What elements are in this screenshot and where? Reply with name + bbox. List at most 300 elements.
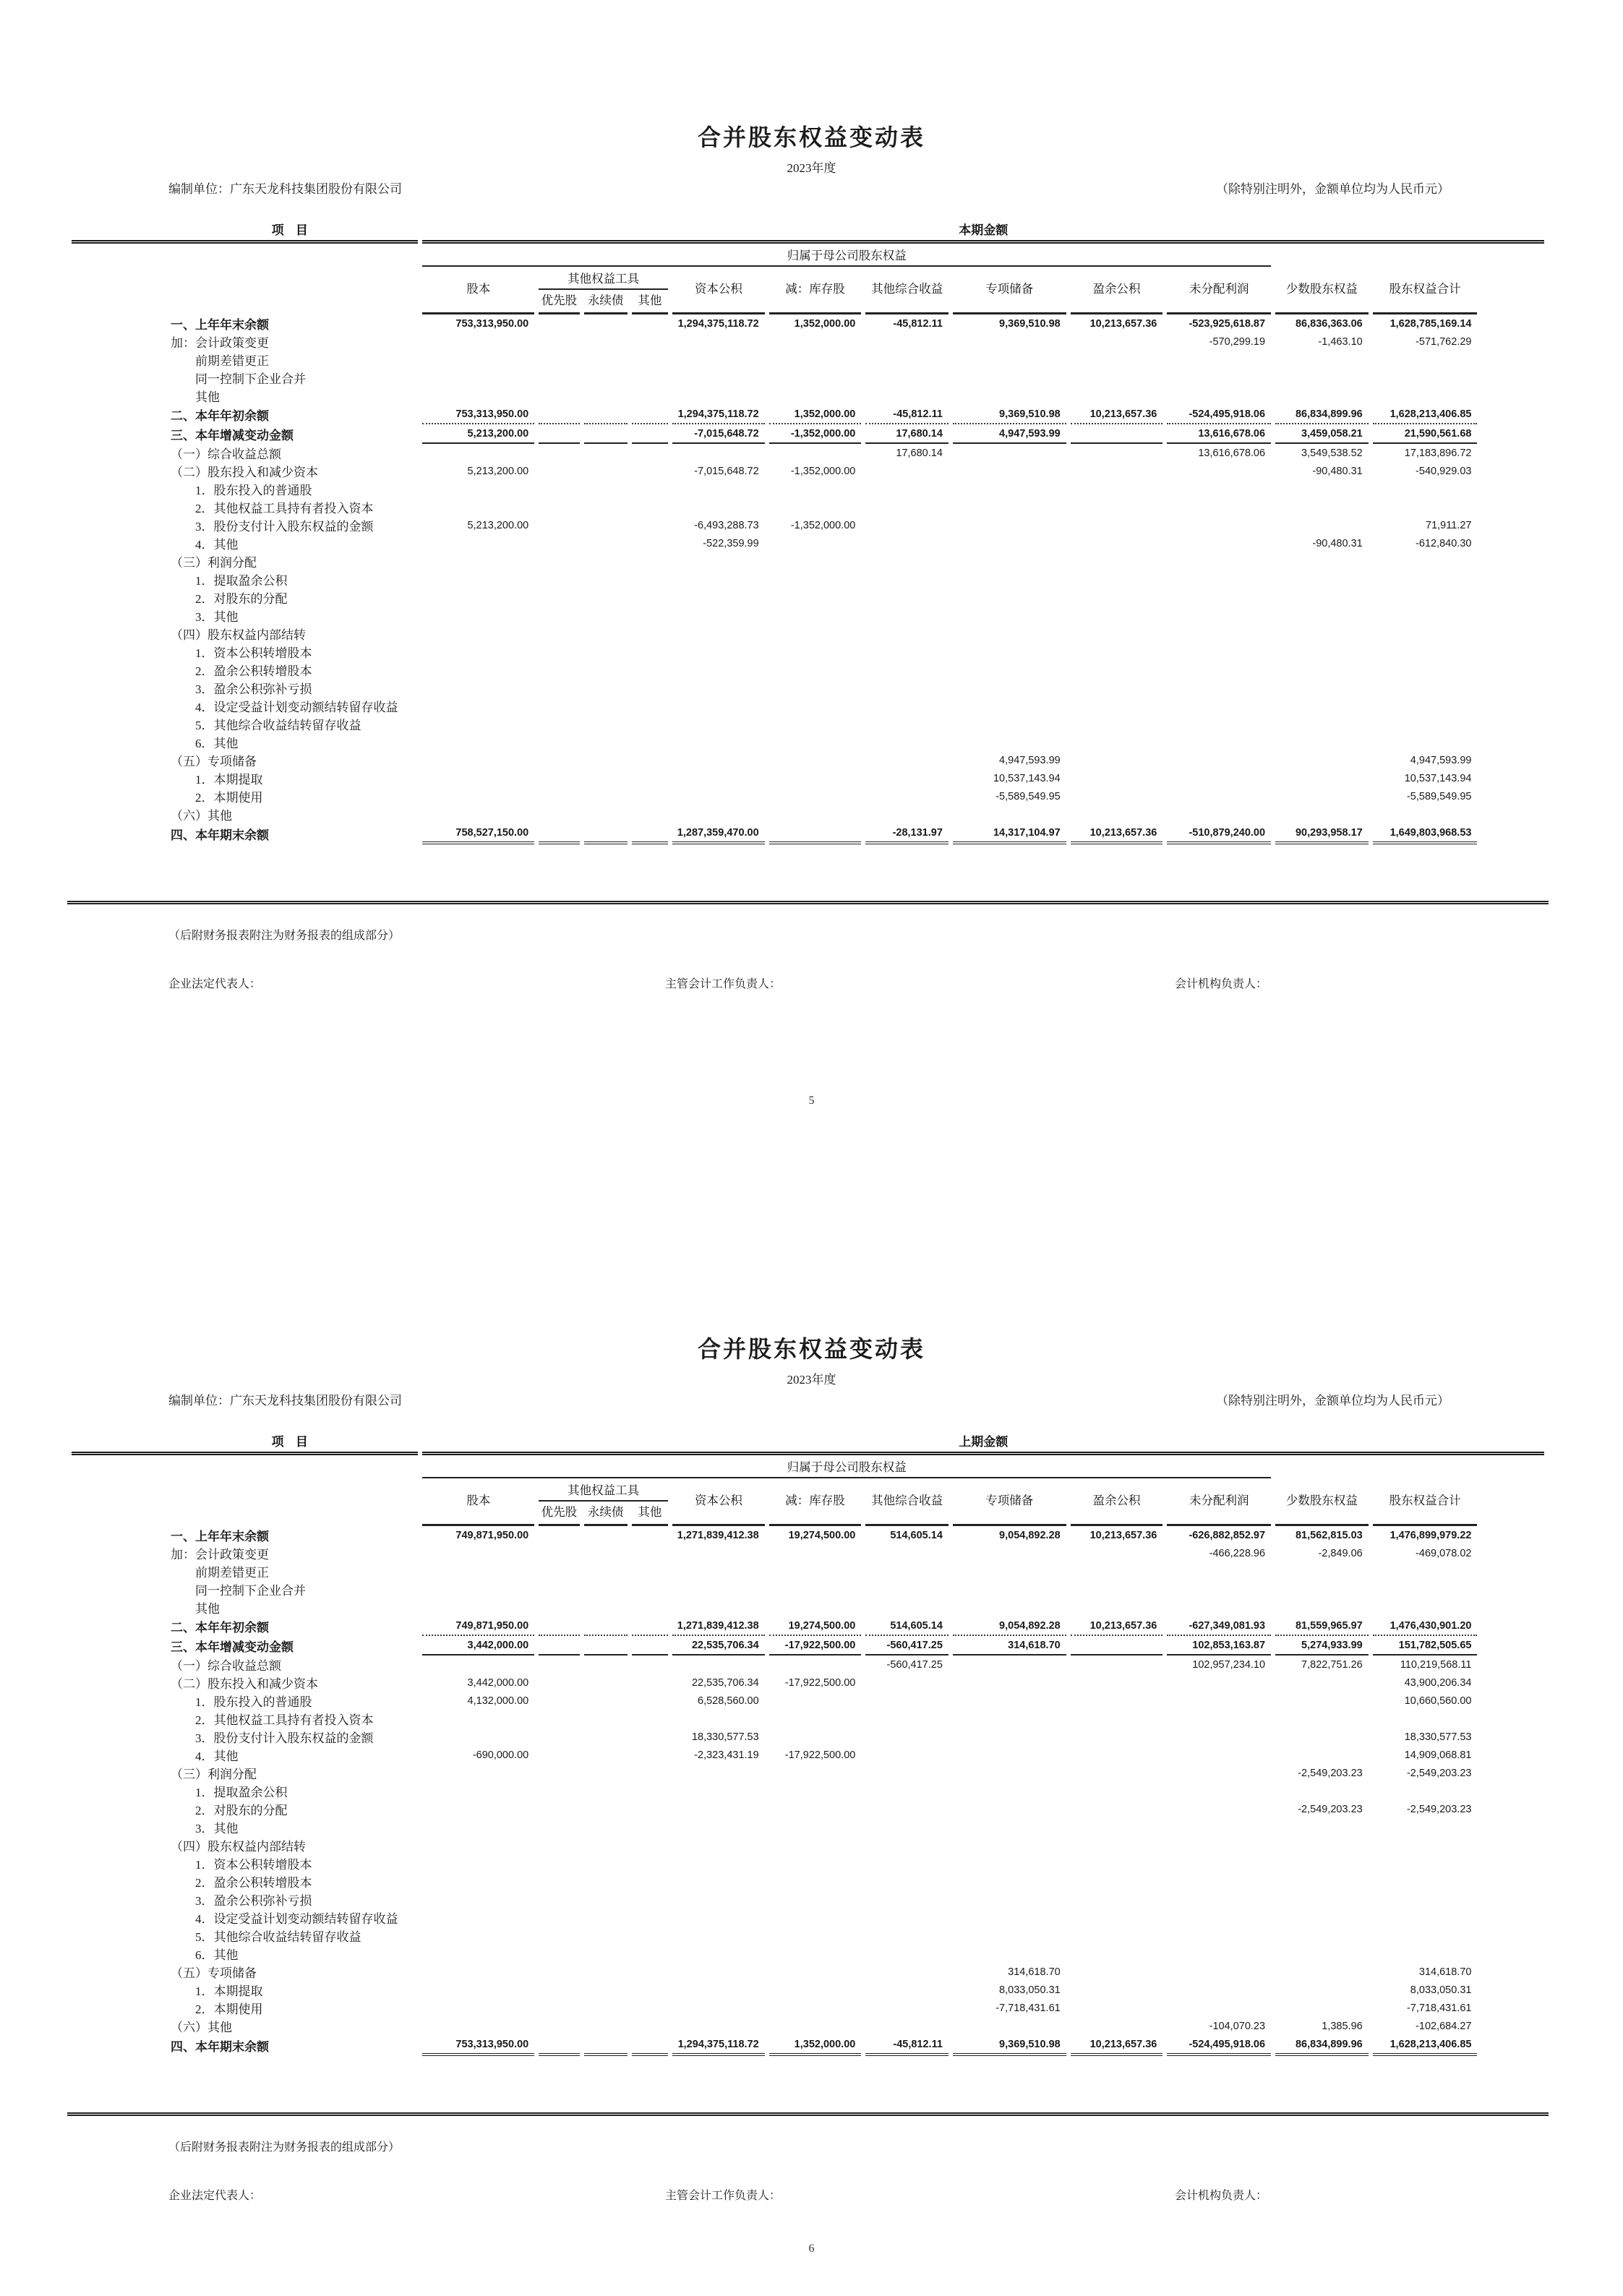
amount-cell: [953, 588, 1066, 607]
amount-cell: 17,183,896.72: [1404, 447, 1472, 459]
amount-cell: [1373, 351, 1478, 369]
amount-cell: [422, 1598, 534, 1616]
amount-cell: [422, 1655, 534, 1674]
amount-cell: [865, 1562, 948, 1580]
amount-cell: [584, 1746, 628, 1764]
amount-cell: [632, 314, 668, 333]
amount-cell: -2,323,431.19: [694, 1749, 759, 1761]
amount-cell: [1167, 534, 1271, 552]
row-label: 3．其他: [195, 1822, 239, 1835]
amount-cell: [1071, 697, 1163, 715]
amount-cell: [584, 588, 628, 607]
amount-cell: 1,287,359,470.00: [672, 823, 765, 844]
column-header-special-reserve: 专项储备: [985, 1494, 1034, 1507]
row-label: 2．对股东的分配: [195, 592, 288, 606]
amount-cell: 1,294,375,118.72: [672, 2035, 765, 2056]
amount-cell: [632, 424, 668, 444]
amount-cell: [539, 661, 579, 679]
amount-cell: [422, 552, 534, 570]
amount-cell: [632, 552, 668, 570]
row-label: 4．其他: [195, 538, 239, 552]
page-title: 合并股东权益变动表: [697, 1336, 925, 1362]
amount-cell: [539, 625, 579, 643]
spacer-cell: [1481, 1636, 1544, 1655]
amount-cell: [672, 679, 765, 697]
amount-cell: [953, 1945, 1066, 1963]
amount-cell: [672, 607, 765, 625]
amount-period-header: 上期金额: [422, 1428, 1544, 1455]
amount-cell: -560,417.25: [865, 1636, 948, 1655]
amount-cell: [769, 733, 862, 751]
table-row: [72, 1692, 1544, 1710]
amount-cell: [1167, 643, 1271, 661]
amount-cell: [1167, 1782, 1271, 1800]
header-row-group: [72, 1455, 1544, 1478]
amount-cell: [632, 1526, 668, 1544]
row-label: 1．资本公积转增股本: [195, 1858, 312, 1872]
amount-cell: -45,812.11: [865, 2035, 948, 2056]
amount-cell: [865, 516, 948, 534]
amount-cell: [953, 1598, 1066, 1616]
prepared-by-label: 编制单位：广东天龙科技集团股份有限公司: [168, 1394, 402, 1408]
table-row: [72, 679, 1544, 697]
spacer-cell: [1481, 1580, 1544, 1598]
amount-cell: [672, 1544, 765, 1562]
amount-cell: [422, 1872, 534, 1890]
amount-cell: [672, 1890, 765, 1909]
table-row: [72, 1764, 1544, 1782]
amount-cell: [865, 625, 948, 643]
amount-cell: -2,549,203.23: [1298, 1767, 1363, 1779]
table-row: [72, 1526, 1544, 1544]
amount-cell: 14,909,068.81: [1404, 1749, 1472, 1761]
amount-cell: [672, 787, 765, 805]
currency-note: （除特别注明外，金额单位均为人民币元）: [1216, 182, 1449, 196]
amount-cell: [953, 1782, 1066, 1800]
amount-cell: [422, 733, 534, 751]
table-row: [72, 1854, 1544, 1872]
amount-cell: [865, 1728, 948, 1746]
amount-cell: [1275, 1963, 1369, 1981]
amount-cell: [539, 1746, 579, 1764]
amount-cell: 9,054,892.28: [953, 1616, 1066, 1636]
header-row-top: [72, 217, 1544, 244]
amount-cell: 3,549,538.52: [1301, 447, 1363, 459]
row-label: 1．本期提取: [195, 1984, 263, 1998]
amount-cell: [672, 2017, 765, 2035]
amount-cell: [584, 351, 628, 369]
table-row: [72, 1981, 1544, 1999]
amount-cell: [672, 1836, 765, 1854]
amount-cell: [1373, 1580, 1478, 1598]
amount-cell: [1275, 1890, 1369, 1909]
row-label: （一）综合收益总额: [171, 447, 281, 461]
row-label: 3．其他: [195, 610, 239, 624]
amount-cell: 4,947,593.99: [999, 754, 1061, 766]
row-label: （三）利润分配: [171, 1768, 257, 1781]
amount-cell: [1373, 607, 1478, 625]
amount-cell: [865, 1764, 948, 1782]
amount-cell: [1275, 769, 1369, 787]
amount-cell: [422, 1818, 534, 1836]
amount-cell: [672, 1800, 765, 1818]
amount-cell: [865, 1981, 948, 1999]
column-header-other-tools: 其他: [638, 294, 662, 307]
spacer-cell: [1481, 1854, 1544, 1872]
column-header-surplus-reserve: 盈余公积: [1092, 282, 1141, 296]
amount-cell: 1,352,000.00: [794, 317, 856, 330]
amount-cell: [769, 679, 862, 697]
table-row: [72, 1616, 1544, 1636]
amount-cell: [1071, 1854, 1163, 1872]
amount-cell: [1167, 1909, 1271, 1927]
column-header-other-comprehensive-income: 其他综合收益: [871, 282, 943, 296]
table-row: [72, 1562, 1544, 1580]
amount-cell: [865, 480, 948, 498]
table-row: [72, 661, 1544, 679]
row-label: 加：会计政策变更: [171, 336, 269, 350]
amount-cell: -612,840.30: [1416, 537, 1472, 549]
amount-cell: [1275, 387, 1369, 405]
amount-cell: [1071, 1562, 1163, 1580]
amount-cell: [1167, 1800, 1271, 1818]
amount-cell: [865, 570, 948, 588]
amount-cell: [584, 625, 628, 643]
amount-cell: [953, 1746, 1066, 1764]
table-row: [72, 1818, 1544, 1836]
amount-cell: [539, 498, 579, 516]
amount-cell: [539, 2017, 579, 2035]
amount-cell: [584, 1909, 628, 1927]
table-row: [72, 1598, 1544, 1616]
amount-cell: -560,417.25: [886, 1658, 943, 1671]
amount-cell: [1167, 1999, 1271, 2017]
table-row: [72, 1746, 1544, 1764]
amount-cell: [632, 1872, 668, 1890]
spacer-cell: [1481, 679, 1544, 697]
table-row: [72, 1655, 1544, 1674]
row-label: （六）其他: [171, 2021, 232, 2034]
amount-cell: [1167, 679, 1271, 697]
amount-cell: -466,228.96: [1209, 1547, 1266, 1559]
amount-cell: [539, 1981, 579, 1999]
amount-cell: [1167, 351, 1271, 369]
amount-cell: 314,618.70: [953, 1636, 1066, 1655]
spacer-cell: [1481, 1981, 1544, 1999]
amount-cell: [1167, 733, 1271, 751]
row-label: 5．其他综合收益结转留存收益: [195, 1930, 361, 1944]
amount-cell: [422, 570, 534, 588]
amount-cell: [632, 1800, 668, 1818]
amount-cell: [539, 1526, 579, 1544]
spacer-cell: [1481, 1963, 1544, 1981]
spacer-cell: [1481, 570, 1544, 588]
column-header-perpetual-bonds: 永续债: [587, 294, 624, 307]
amount-cell: [769, 1836, 862, 1854]
table-bottom-rule: [67, 2112, 1549, 2116]
amount-cell: [632, 1562, 668, 1580]
row-label: 2．本期使用: [195, 2002, 263, 2016]
table-row: [72, 1580, 1544, 1598]
amount-cell: [1071, 751, 1163, 769]
amount-cell: [632, 787, 668, 805]
header-separator-row: [72, 1520, 1544, 1526]
amount-cell: [632, 679, 668, 697]
amount-cell: [672, 1999, 765, 2017]
amount-cell: [1373, 570, 1478, 588]
amount-cell: [539, 1692, 579, 1710]
column-header-capital-reserve: 资本公积: [694, 1494, 742, 1507]
amount-cell: 5,213,200.00: [422, 424, 534, 444]
amount-cell: [1167, 715, 1271, 733]
amount-cell: [584, 661, 628, 679]
amount-cell: [769, 570, 862, 588]
spacer-cell: [1481, 405, 1544, 424]
amount-cell: [953, 1890, 1066, 1909]
row-label: 4．设定受益计划变动额结转留存收益: [195, 1912, 398, 1926]
amount-cell: [953, 643, 1066, 661]
amount-cell: 17,680.14: [865, 424, 948, 444]
amount-cell: [632, 1945, 668, 1963]
amount-cell: 86,834,899.96: [1275, 405, 1369, 424]
amount-cell: [632, 1580, 668, 1598]
table-row: [72, 715, 1544, 733]
amount-cell: 1,271,839,412.38: [677, 1529, 759, 1541]
amount-cell: [865, 607, 948, 625]
amount-cell: [584, 1655, 628, 1674]
amount-cell: 151,782,505.65: [1373, 1636, 1478, 1655]
amount-cell: [865, 1692, 948, 1710]
amount-cell: [584, 1945, 628, 1963]
row-label: （四）股东权益内部结转: [171, 1840, 306, 1854]
amount-cell: -1,352,000.00: [790, 519, 856, 531]
amount-cell: [632, 1655, 668, 1674]
header-separator-row: [72, 309, 1544, 314]
amount-cell: [769, 1999, 862, 2017]
amount-cell: [539, 1872, 579, 1890]
accounting-department-label: 会计机构负责人：: [1175, 978, 1268, 990]
amount-cell: 1,476,430,901.20: [1373, 1616, 1478, 1636]
amount-cell: [1167, 498, 1271, 516]
amount-cell: [539, 679, 579, 697]
table-row: [72, 1836, 1544, 1854]
amount-cell: [632, 805, 668, 823]
amount-period-header: 本期金额: [422, 217, 1544, 244]
amount-cell: [422, 1963, 534, 1981]
amount-cell: [584, 1710, 628, 1728]
table-row: [72, 1999, 1544, 2017]
amount-cell: [422, 1544, 534, 1562]
amount-cell: [539, 588, 579, 607]
amount-cell: [1071, 661, 1163, 679]
amount-cell: [769, 1782, 862, 1800]
row-label: 一、上年年末余额: [171, 1530, 269, 1543]
row-label: 2．对股东的分配: [195, 1804, 288, 1817]
amount-cell: [1071, 1872, 1163, 1890]
amount-cell: [539, 1544, 579, 1562]
table-row: [72, 1800, 1544, 1818]
amount-cell: [953, 1909, 1066, 1927]
meta-row: [168, 1392, 1449, 1410]
table-row: [72, 751, 1544, 769]
row-label: 2．盈余公积转增股本: [195, 1876, 312, 1890]
amount-cell: [584, 480, 628, 498]
amount-cell: [769, 498, 862, 516]
amount-cell: [865, 462, 948, 480]
amount-cell: [953, 570, 1066, 588]
table-row: [72, 462, 1544, 480]
amount-cell: [632, 661, 668, 679]
spacer-cell: [1481, 1890, 1544, 1909]
amount-cell: [953, 333, 1066, 351]
row-label: 2．其他权益工具持有者投入资本: [195, 502, 374, 515]
table-row: [72, 1872, 1544, 1890]
spacer-cell: [1481, 534, 1544, 552]
column-header-capital-reserve: 资本公积: [694, 282, 742, 296]
spacer-cell: [1481, 643, 1544, 661]
spacer-cell: [1481, 1544, 1544, 1562]
amount-cell: [632, 751, 668, 769]
column-header-undistributed-profit: 未分配利润: [1189, 282, 1249, 296]
amount-cell: [1167, 1927, 1271, 1945]
amount-cell: [1275, 661, 1369, 679]
spacer-cell: [1481, 314, 1544, 333]
amount-cell: [865, 1999, 948, 2017]
amount-cell: [584, 643, 628, 661]
chief-accountant-label: 主管会计工作负责人：: [665, 978, 781, 990]
amount-cell: [422, 2017, 534, 2035]
amount-cell: [953, 1692, 1066, 1710]
amount-cell: -524,495,918.06: [1167, 2035, 1271, 2056]
amount-cell: [1071, 1927, 1163, 1945]
amount-cell: [584, 333, 628, 351]
amount-cell: [632, 1674, 668, 1692]
amount-cell: [953, 805, 1066, 823]
amount-cell: -690,000.00: [472, 1749, 529, 1761]
amount-cell: [1071, 534, 1163, 552]
amount-cell: [769, 1890, 862, 1909]
accounting-department-label: 会计机构负责人：: [1175, 2190, 1268, 2202]
table-row: [72, 1728, 1544, 1746]
amount-cell: [422, 1710, 534, 1728]
amount-cell: [865, 1598, 948, 1616]
row-label: 2．其他权益工具持有者投入资本: [195, 1713, 374, 1727]
amount-cell: [632, 405, 668, 424]
row-label: 2．盈余公积转增股本: [195, 664, 312, 678]
table-row: [72, 480, 1544, 498]
amount-cell: [584, 387, 628, 405]
amount-cell: [672, 588, 765, 607]
amount-cell: [632, 643, 668, 661]
amount-cell: [672, 1854, 765, 1872]
amount-cell: [1071, 498, 1163, 516]
amount-cell: [769, 1963, 862, 1981]
amount-cell: 9,369,510.98: [953, 2035, 1066, 2056]
amount-cell: [632, 1927, 668, 1945]
amount-cell: [539, 1945, 579, 1963]
amount-cell: [539, 1598, 579, 1616]
amount-cell: [539, 1890, 579, 1909]
amount-cell: [1275, 369, 1369, 387]
amount-cell: [1275, 1598, 1369, 1616]
amount-cell: [539, 643, 579, 661]
amount-cell: [1167, 462, 1271, 480]
amount-cell: [769, 2017, 862, 2035]
amount-cell: [422, 1728, 534, 1746]
spacer-cell: [1481, 1674, 1544, 1692]
amount-cell: [953, 733, 1066, 751]
column-header-minority-interest: 少数股东权益: [1285, 282, 1358, 296]
table-row: [72, 333, 1544, 351]
amount-cell: [1373, 1909, 1478, 1927]
amount-cell: [422, 1999, 534, 2017]
amount-cell: 4,947,593.99: [953, 424, 1066, 444]
amount-cell: [632, 1999, 668, 2017]
amount-cell: 110,219,568.11: [1400, 1658, 1472, 1671]
amount-cell: [1071, 805, 1163, 823]
amount-cell: [1275, 516, 1369, 534]
amount-cell: [422, 697, 534, 715]
amount-cell: [1071, 1655, 1163, 1674]
amount-cell: [1275, 1999, 1369, 2017]
amount-cell: [1373, 1890, 1478, 1909]
amount-cell: [865, 498, 948, 516]
meta-row: [168, 181, 1449, 198]
amount-cell: [539, 480, 579, 498]
spacer-cell: [1481, 625, 1544, 643]
table-row: [72, 516, 1544, 534]
column-header-other-tools: 其他: [638, 1505, 662, 1519]
other-equity-tools-group-header: 其他权益工具: [539, 1478, 668, 1502]
amount-cell: [1071, 733, 1163, 751]
amount-cell: [539, 697, 579, 715]
amount-cell: [632, 1854, 668, 1872]
amount-cell: [769, 643, 862, 661]
table-row: [72, 369, 1544, 387]
amount-cell: 71,911.27: [1426, 519, 1472, 531]
amount-cell: 5,213,200.00: [467, 519, 529, 531]
amount-cell: [769, 751, 862, 769]
spacer-cell: [1481, 769, 1544, 787]
amount-cell: [422, 1782, 534, 1800]
row-label: （五）专项储备: [171, 1966, 257, 1980]
amount-cell: [1275, 1562, 1369, 1580]
amount-cell: [632, 387, 668, 405]
amount-cell: 314,618.70: [1418, 1966, 1472, 1978]
amount-cell: [632, 516, 668, 534]
amount-cell: [1373, 1710, 1478, 1728]
row-label: 5．其他综合收益结转留存收益: [195, 719, 361, 732]
amount-cell: -5,589,549.95: [1406, 790, 1472, 802]
amount-cell: [539, 1616, 579, 1636]
table-row: [72, 787, 1544, 805]
spacer-cell: [1481, 805, 1544, 823]
amount-cell: [769, 1728, 862, 1746]
amount-cell: [1373, 661, 1478, 679]
table-row: [72, 2017, 1544, 2035]
amount-cell: 5,213,200.00: [467, 465, 529, 477]
spacer-cell: [1481, 1616, 1544, 1636]
amount-cell: [539, 1800, 579, 1818]
amount-cell: [1071, 1909, 1163, 1927]
amount-cell: [584, 1526, 628, 1544]
amount-cell: [953, 462, 1066, 480]
amount-cell: [769, 1818, 862, 1836]
amount-cell: [865, 643, 948, 661]
amount-cell: [769, 661, 862, 679]
amount-cell: [769, 1655, 862, 1674]
amount-cell: [1071, 1800, 1163, 1818]
